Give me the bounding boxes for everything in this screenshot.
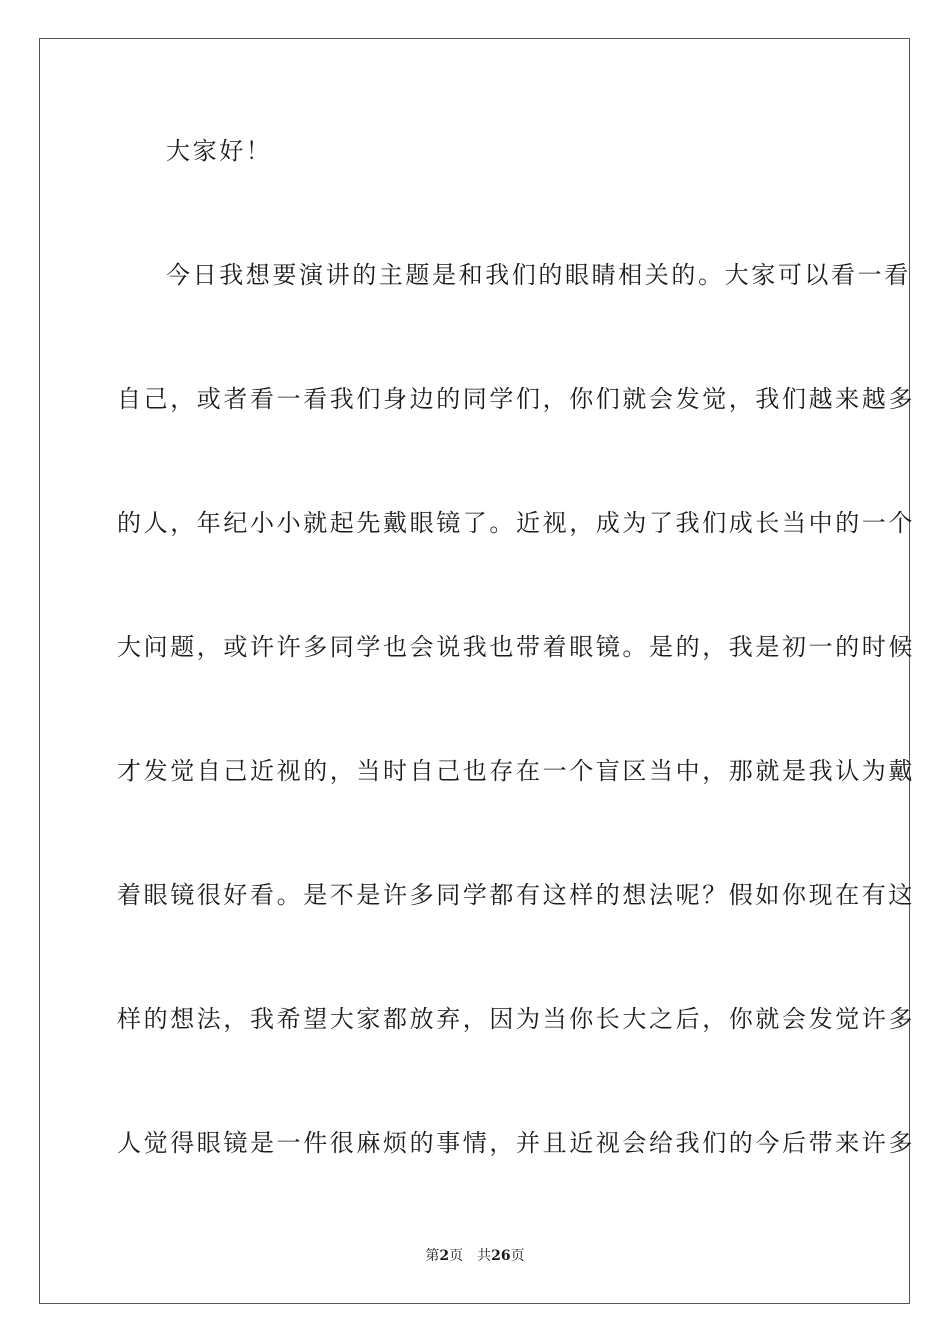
greeting-line: 大家好！: [166, 137, 273, 165]
paragraph-line-3: 的人，年纪小小就起先戴眼镜了。近视，成为了我们成长当中的一个: [117, 509, 915, 537]
paragraph-line-1: 今日我想要演讲的主题是和我们的眼睛相关的。大家可以看一看: [166, 261, 911, 289]
total-prefix: 共: [477, 1248, 492, 1264]
total-pages: 26: [491, 1248, 511, 1264]
total-suffix: 页: [510, 1248, 525, 1264]
paragraph-line-7: 样的想法，我希望大家都放弃，因为当你长大之后，你就会发觉许多: [117, 1005, 915, 1033]
paragraph-line-2: 自己，或者看一看我们身边的同学们，你们就会发觉，我们越来越多: [117, 385, 915, 413]
page-border: [39, 38, 915, 1304]
page-number: 2: [439, 1248, 450, 1264]
paragraph-line-6: 着眼镜很好看。是不是许多同学都有这样的想法呢？假如你现在有这: [117, 881, 915, 909]
page-prefix: 第: [425, 1248, 440, 1264]
paragraph-line-8: 人觉得眼镜是一件很麻烦的事情，并且近视会给我们的今后带来许多: [117, 1129, 915, 1157]
paragraph-line-5: 才发觉自己近视的，当时自己也存在一个盲区当中，那就是我认为戴: [117, 757, 915, 785]
page-footer: [0, 1246, 950, 1266]
paragraph-line-4: 大问题，或许许多同学也会说我也带着眼镜。是的，我是初一的时候: [117, 633, 915, 661]
page-suffix: 页: [449, 1248, 464, 1264]
